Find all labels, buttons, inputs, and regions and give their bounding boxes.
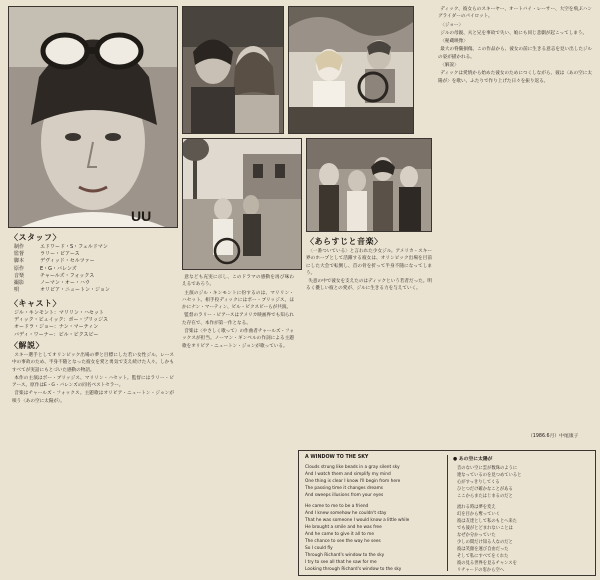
staff-name: チャールズ・フォックス <box>40 272 95 279</box>
lyrics-jp-line: リチャードの窓から空へ <box>457 568 505 573</box>
cast-credits <box>14 310 108 339</box>
right-column-body <box>438 6 592 422</box>
staff-role: 制作 <box>14 244 25 250</box>
staff-row <box>14 266 110 273</box>
lyrics-jp-line: 少しの間だけ知る人なのだと <box>457 540 513 545</box>
lyrics-jp-line: 彼は笑顔を運び自由だった <box>457 547 509 552</box>
right-subheading: 〈ジョー〉 <box>440 22 464 28</box>
lyrics-jp-line: 彼は友達として私のもとへ来た <box>457 519 517 524</box>
middle-paragraph: 主演のジル・キンモントに扮するのは、マリリン・ハセット。相手役ディックにはボー・ブリッジス。ほかにナン・マーティン、ビル・ビクスビーらが共演。 <box>182 290 294 311</box>
photo-wheelchair <box>182 138 302 270</box>
lyrics-box <box>298 450 596 576</box>
synopsis-paragraph: 〈一番ついている〉と言われた少女ジル。アメリカ・スキー界のホープとして活躍する彼女は、オリンピック出場を目前にした大会で転倒し、首の骨を折って半身不随になってしまう。 <box>306 249 432 276</box>
lyrics-en-line: He came to me to be a friend <box>305 504 369 509</box>
middle-paragraph: 意なども充実に示し、このドラマの感動を再び味わえるであろう。 <box>182 275 294 288</box>
lyrics-jp-title: ● あの空に太陽が <box>453 457 493 462</box>
synopsis-paragraph: 失意の中で彼女を支えたのはディックという若者だった。明るく優しい彼との愛が、ジルに生きる力を与えていく。 <box>306 279 432 292</box>
lyrics-en-line: And I watch them and simplify my mind <box>305 472 391 477</box>
lyrics-en-line: Through Richard's window to the sky <box>305 553 385 558</box>
kaisetsu-paragraph: スキー選手としてオリンピック出場の夢と目標にした若い女性ジル。レース中の事故のため、半身不随となった彼女を愛と勇気で支え続けた人々。しかもすべてが実話にもとづいた感動の物語。 <box>12 353 174 373</box>
kaisetsu-paragraph: 本作の主演はボー・ブリッジス、マリリン・ハセット。監督にはラリー・ピアース。原作はE・G・バレンズの同名ベストセラー。 <box>12 375 174 389</box>
lyrics-en-line: The passing time it changes dreams <box>305 486 384 491</box>
lyrics-jp-line: 連なっているのを見つめていると <box>457 473 522 478</box>
lyrics-en-line: Clouds strung like beads in a gray silent sky <box>305 465 400 470</box>
staff-heading: 〈スタッフ〉 <box>10 233 61 242</box>
staff-role: 原作 <box>14 265 25 272</box>
kaisetsu-body <box>12 352 174 574</box>
lyrics-jp-line: 幻を目から奪っていく <box>457 512 500 517</box>
staff-row <box>14 273 110 280</box>
photo-skier-portrait <box>8 6 178 228</box>
cast-heading: 〈キャスト〉 <box>10 299 61 308</box>
kaisetsu-heading: 〈解説〉 <box>10 341 44 350</box>
lyrics-jp-line: ひとつだけ確かなことがある <box>457 487 513 492</box>
cast-row: ジル・キンモント：マリリン・ハセット <box>14 310 104 316</box>
lyrics-en-line: The chance to see the way he sees <box>305 539 381 544</box>
right-paragraph: 最大の脊髄損傷。この作品から、彼女の前に生きる意志を見い出したジルの姿が描かれる。 <box>438 47 592 60</box>
cast-row: バディ・ワーナー：ビル・ビクスビー <box>14 331 99 338</box>
right-paragraph: ディック、彼女らのスキーヤー、オートバイ・レーサー、大空を飛ぶハングライダーのパイロット。 <box>438 7 592 20</box>
lyrics-en-line: One thing is clear I know I'll begin from here <box>305 479 401 484</box>
lyrics-jp-line: でも彼がとどまれないことは <box>457 526 513 531</box>
photo-group-children <box>306 138 432 232</box>
lyrics-jp-line: 流れる時は夢を変え <box>457 505 496 510</box>
lyrics-en-line: And sweeps illusions from your eyes <box>305 493 384 498</box>
cast-row: ディック・ビュイック：ボー・ブリッジス <box>14 317 108 324</box>
staff-name: ラリー・ピアース <box>40 251 80 258</box>
svg-text:UU: UU <box>131 208 152 224</box>
right-subheading: 〈解説〉 <box>440 63 459 69</box>
lyrics-en-line: Looking through Richard's window to the sky <box>305 567 402 572</box>
lyrics-jp-line: なぜか分かっていた <box>457 533 496 538</box>
staff-role: 監督 <box>14 251 25 258</box>
photo-car-scene <box>288 6 414 134</box>
middle-paragraph: 音楽は〈やさしく歌って〉の作曲者チャールズ・フォックスが担当。ノーマン・ギンベルの作詞による主題歌をオリビア・ニュートン・ジョンが歌っている。 <box>182 329 294 349</box>
lyrics-en-line: And I knew somehow he couldn't stay <box>305 511 387 516</box>
right-paragraph: ディックは愛情から始めた彼女のためにつくしながら、彼は〈あの空に太陽が〉を歌い、ふたりで作り上げた日々を振り返る。 <box>438 71 592 84</box>
lyrics-en-line: And he came to give it all to me <box>305 532 374 537</box>
staff-credits <box>14 244 110 294</box>
lyrics-en-line: I try to see all that he saw for me <box>305 560 377 565</box>
staff-role: 唄 <box>14 287 20 294</box>
staff-name: ノーマン・オー・ハウ <box>40 280 90 287</box>
cast-row: オードラ・ジョー：ナン・マーティン <box>14 324 99 331</box>
lyrics-divider <box>447 455 448 571</box>
staff-role: 撮影 <box>14 280 25 287</box>
lyrics-jp-line: そして私にすべてをくれた <box>457 554 509 559</box>
lyrics-jp-line: 心がすっきりしてくる <box>457 480 500 485</box>
lyrics-jp-line: 彼の見る世界を見るチャンスを <box>457 561 517 566</box>
synopsis-body <box>306 248 432 444</box>
photo-couple <box>182 6 284 134</box>
kaisetsu-paragraph: 音楽はチャールズ・フォックス。主題歌はオリビア・ニュートン・ジョンが唄う〈あの空に太陽が〉。 <box>12 391 174 404</box>
middle-column-body <box>182 274 294 574</box>
staff-name: E・G・バレンズ <box>40 265 77 272</box>
lyrics-en-line: So I could fly <box>305 546 333 551</box>
lyrics-jp-line: 音のない空に雲が数珠のように <box>457 466 518 471</box>
staff-role: 音楽 <box>14 272 25 279</box>
synopsis-heading: 〈あらすじと音楽〉 <box>306 237 383 246</box>
lyrics-en-line: That he was someone I would know a little while <box>305 518 410 523</box>
author-signature: （1986.6月）中尾康子 <box>528 434 579 439</box>
lyrics-en-line: He brought a smile and he was free <box>305 525 382 530</box>
staff-name: エドワード・S・フェルドマン <box>40 244 108 250</box>
staff-row <box>14 258 110 265</box>
right-paragraph: ジルの母親、夫と兄を事故で失い、娘にも同じ悲劇が起こってしまう。 <box>440 30 588 36</box>
staff-role: 脚本 <box>14 258 25 265</box>
middle-paragraph: 監督のラリー・ピアースはアメリカ映画界でも知られた存在で、本作が第一作となる。 <box>182 313 294 326</box>
staff-name: デヴィッド・セルツァー <box>40 258 95 265</box>
lyrics-en-title: A WINDOW TO THE SKY <box>305 455 369 460</box>
staff-name: オリビア・ニュートン・ジョン <box>40 287 110 294</box>
lyrics-jp-line: ここからまたはじまるのだと <box>457 494 513 499</box>
staff-row <box>14 287 110 294</box>
right-subheading: 〈秘蔵映像〉 <box>440 39 468 45</box>
